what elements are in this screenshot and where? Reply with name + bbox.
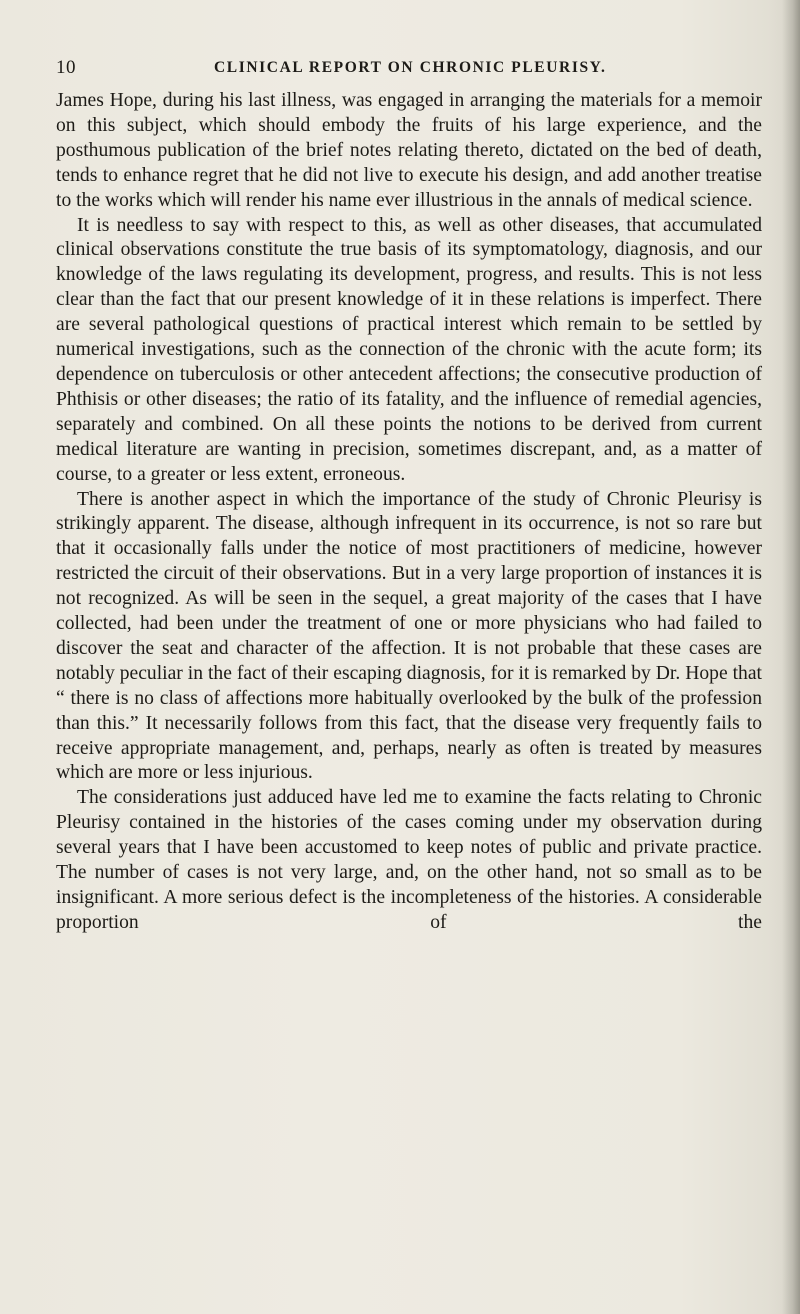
page-header: [56, 57, 746, 81]
paragraph-importance-of-study: There is another aspect in which the importance of the study of Chronic Pleurisy is strikingly apparent. The disease, although infrequent in its occurrence, is not so rare but that it occasionally falls under the notice of most practitioners of medicine, however restricted the circuit of their observations. But in a very large proportion of instances it is not recognized. As will be seen in the sequel, a great majority of the cases that I have collected, had been under the treatment of one or more physicians who had failed to discover the seat and character of the affection. It is not probable that these cases are notably peculiar in the fact of their escaping diagnosis, for it is remarked by Dr. Hope that “ there is no class of affections more habitually overlooked by the bulk of the profession than this.” It necessarily follows from this fact, that the disease very frequently fails to receive appropriate management, and, perhaps, nearly as often is treated by measures which are more or less injurious.: [56, 488, 762, 784]
paragraph-hope-memoir: James Hope, during his last illness, was engaged in arranging the materials for a memoir on this subject, which should embody the fruits of his large experience, and the posthumous publication of the brief notes relating thereto, dictated on the bed of death, tends to enhance regret that he did not live to execute his design, and add another treatise to the works which will render his name ever illustrious in the annals of medical science.: [56, 90, 762, 211]
page-number: 10: [56, 57, 76, 78]
paragraph-clinical-observations: It is needless to say with respect to this, as well as other diseases, that accumulated clinical observations constitute the true basis of its symptomatology, diagnosis, and our knowledge of the laws regulating its development, progress, and results. This is not less clear than the fact that our present knowledge of it in these relations is imperfect. There are several pathological questions of practical interest which remain to be settled by numerical investigations, such as the connection of the chronic with the acute form; its dependence on tuberculosis or other antecedent affections; the consecutive production of Phthisis or other diseases; the ratio of its fatality, and the influence of remedial agencies, separately and combined. On all these points the notions to be derived from current medical literature are wanting in precision, sometimes discrepant, and, as a matter of course, to a greater or less extent, erroneous.: [56, 214, 762, 485]
body-text: [56, 89, 762, 936]
paragraph-considerations: The considerations just adduced have led me to examine the facts relating to Chronic Pleurisy contained in the histories of the cases coming under my observation during several years that I have been accustomed to keep notes of public and private practice. The number of cases is not very large, and, on the other hand, not so small as to be insignificant. A more serious defect is the incompleteness of the histories. A considerable proportion of the: [56, 787, 762, 933]
running-title: CLINICAL REPORT ON CHRONIC PLEURISY.: [214, 59, 607, 76]
page-gutter-shadow: [782, 0, 800, 1314]
